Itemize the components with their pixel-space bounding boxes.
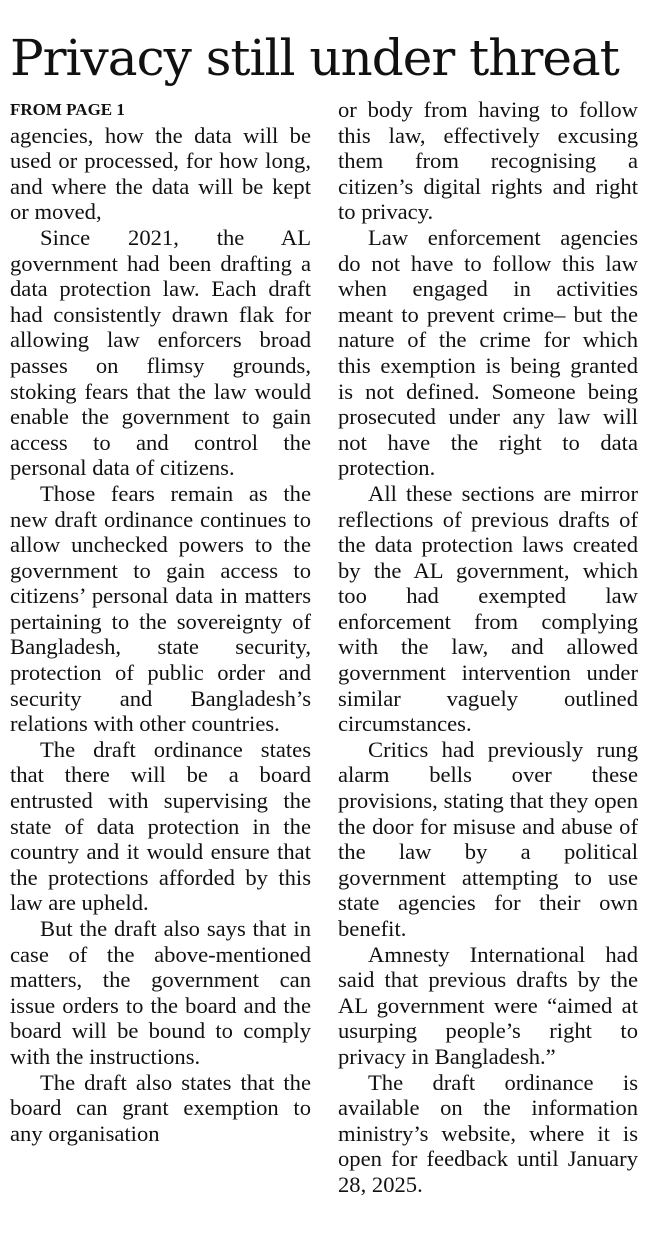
continuation-kicker: FROM PAGE 1 <box>10 100 125 119</box>
article-paragraph: or body from having to follow this law, effectively excusing them from recognising a citizen’s digital rights and right to privacy. <box>338 97 638 225</box>
article-paragraph: The draft ordinance is available on the information ministry’s website, where it is open for feedback until January 28, 2025. <box>338 1069 638 1197</box>
article-paragraph: Since 2021, the AL government had been drafting a data protection law. Each draft had consistently drawn flak for allowing law enforcers broad passes on flimsy grounds, stoking fears that the law would enable the government to gain access to and control the personal data of citizens. <box>10 224 311 481</box>
article-paragraph: But the draft also says that in case of the above-mentioned matters, the government can issue orders to the board and the board will be bound to comply with the instructions. <box>10 916 311 1069</box>
article-paragraph: agencies, how the data will be used or processed, for how long, and where the data will be kept or moved, <box>10 122 311 225</box>
article-headline: Privacy still under threat <box>10 29 619 87</box>
article-paragraph: The draft ordinance states that there will be a board entrusted with supervising the state of data protection in the country and it would ensure that the protections afforded by this law are upheld. <box>10 736 311 916</box>
article-paragraph: All these sections are mirror reflections of previous drafts of the data protection laws created by the AL government, which too had exempted law enforcement from complying with the law, and allowed government intervention under similar vaguely outlined circumstances. <box>338 480 638 737</box>
article-paragraph: Critics had previously rung alarm bells over these provisions, stating that they open the door for misuse and abuse of the law by a political government attempting to use state agencies for their own benefit. <box>338 736 638 941</box>
article-paragraph: Amnesty International had said that previous drafts by the AL government were “aimed at usurping people’s right to privacy in Bangladesh.” <box>338 941 638 1069</box>
article-paragraph: Those fears remain as the new draft ordinance continues to allow unchecked powers to the government to gain access to citizens’ personal data in matters pertaining to the sovereignty of Bangladesh, state security, protection of public order and security and Bangladesh’s relations with other countries. <box>10 480 311 737</box>
article-paragraph: The draft also states that the board can grant exemption to any organisation <box>10 1069 311 1146</box>
article-column-left <box>10 97 311 1146</box>
article-column-right <box>338 97 638 1198</box>
article-paragraph: Law enforcement agencies do not have to follow this law when engaged in activities meant to prevent crime– but the nature of the crime for which this exemption is being granted is not defined. Someone being prosecuted under any law will not have the right to data protection. <box>338 224 638 481</box>
